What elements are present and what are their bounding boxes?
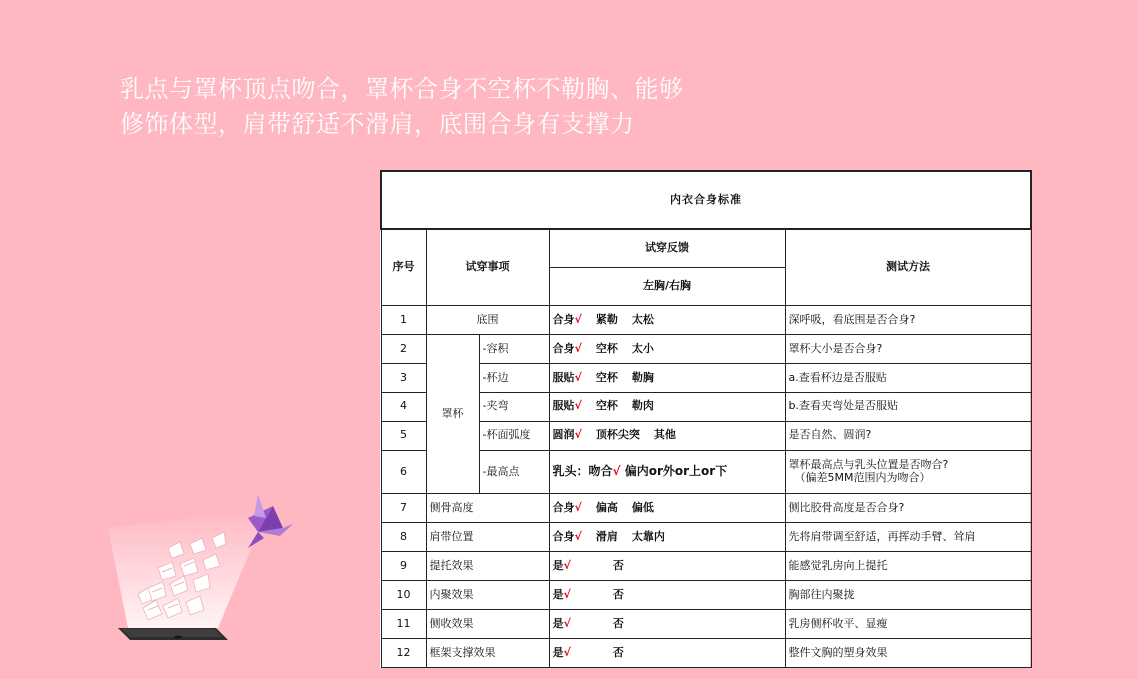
check-mark-icon: √ (612, 464, 621, 479)
check-mark-icon: √ (574, 399, 582, 413)
check-mark-icon: √ (574, 500, 582, 514)
check-mark-icon: √ (563, 587, 571, 601)
table-row: 6 -最高点 乳头：吻合√ 偏内or外or上or下 罩杯最高点与乳头位置是否吻合? （偏差5MM范围内为吻合） (381, 450, 1031, 493)
table-row: 3 -杯边 服贴√ 空杯 勒胸 a.查看杯边是否服贴 (381, 363, 1031, 392)
check-mark-icon: √ (563, 616, 571, 630)
table-title: 内衣合身标准 (381, 171, 1031, 229)
table-row: 5 -杯面弧度 圆润√ 顶杯尖突 其他 是否自然、圆润? (381, 421, 1031, 450)
check-mark-icon: √ (574, 428, 582, 442)
table-row: 4 -夹弯 服贴√ 空杯 勒肉 b.查看夹弯处是否服贴 (381, 392, 1031, 421)
table-row: 7 侧骨高度 合身√ 偏高 偏低 侧比胶骨高度是否合身? (381, 494, 1031, 523)
check-mark-icon: √ (574, 341, 582, 355)
table-row: 2 罩杯 -容积 合身√ 空杯 太小 罩杯大小是否合身? (381, 334, 1031, 363)
tablet-with-paper-bird-icon (108, 488, 308, 648)
table-row: 12 框架支撑效果 是√ 否 整件文胸的塑身效果 (381, 638, 1031, 667)
table-row: 8 肩带位置 合身√ 滑肩 太靠内 先将肩带调至舒适，再挥动手臂、耸肩 (381, 523, 1031, 552)
table-row: 10 内聚效果 是√ 否 胸部往内聚拢 (381, 581, 1031, 610)
check-mark-icon: √ (574, 312, 582, 326)
header-feedback: 试穿反馈 (549, 229, 785, 267)
header-feedback-sub: 左胸/右胸 (549, 267, 785, 305)
fit-standard-table (380, 170, 1030, 668)
table-row: 1 底围 合身√ 紧勒 太松 深呼吸，看底围是否合身? (381, 305, 1031, 334)
header-method: 测试方法 (785, 229, 1031, 306)
table-row: 11 侧收效果 是√ 否 乳房侧杯收平、显瘦 (381, 609, 1031, 638)
intro-text: 乳点与罩杯顶点吻合，罩杯合身不空杯不勒胸、能够修饰体型，肩带舒适不滑肩，底围合身有支撑力 (120, 75, 684, 138)
check-mark-icon: √ (574, 370, 582, 384)
check-mark-icon: √ (574, 529, 582, 543)
header-seq: 序号 (381, 229, 426, 306)
table-row: 9 提托效果 是√ 否 能感觉乳房向上提托 (381, 552, 1031, 581)
check-mark-icon: √ (563, 645, 571, 659)
cup-group-label: 罩杯 (426, 334, 479, 493)
check-mark-icon: √ (563, 558, 571, 572)
header-item: 试穿事项 (426, 229, 549, 306)
